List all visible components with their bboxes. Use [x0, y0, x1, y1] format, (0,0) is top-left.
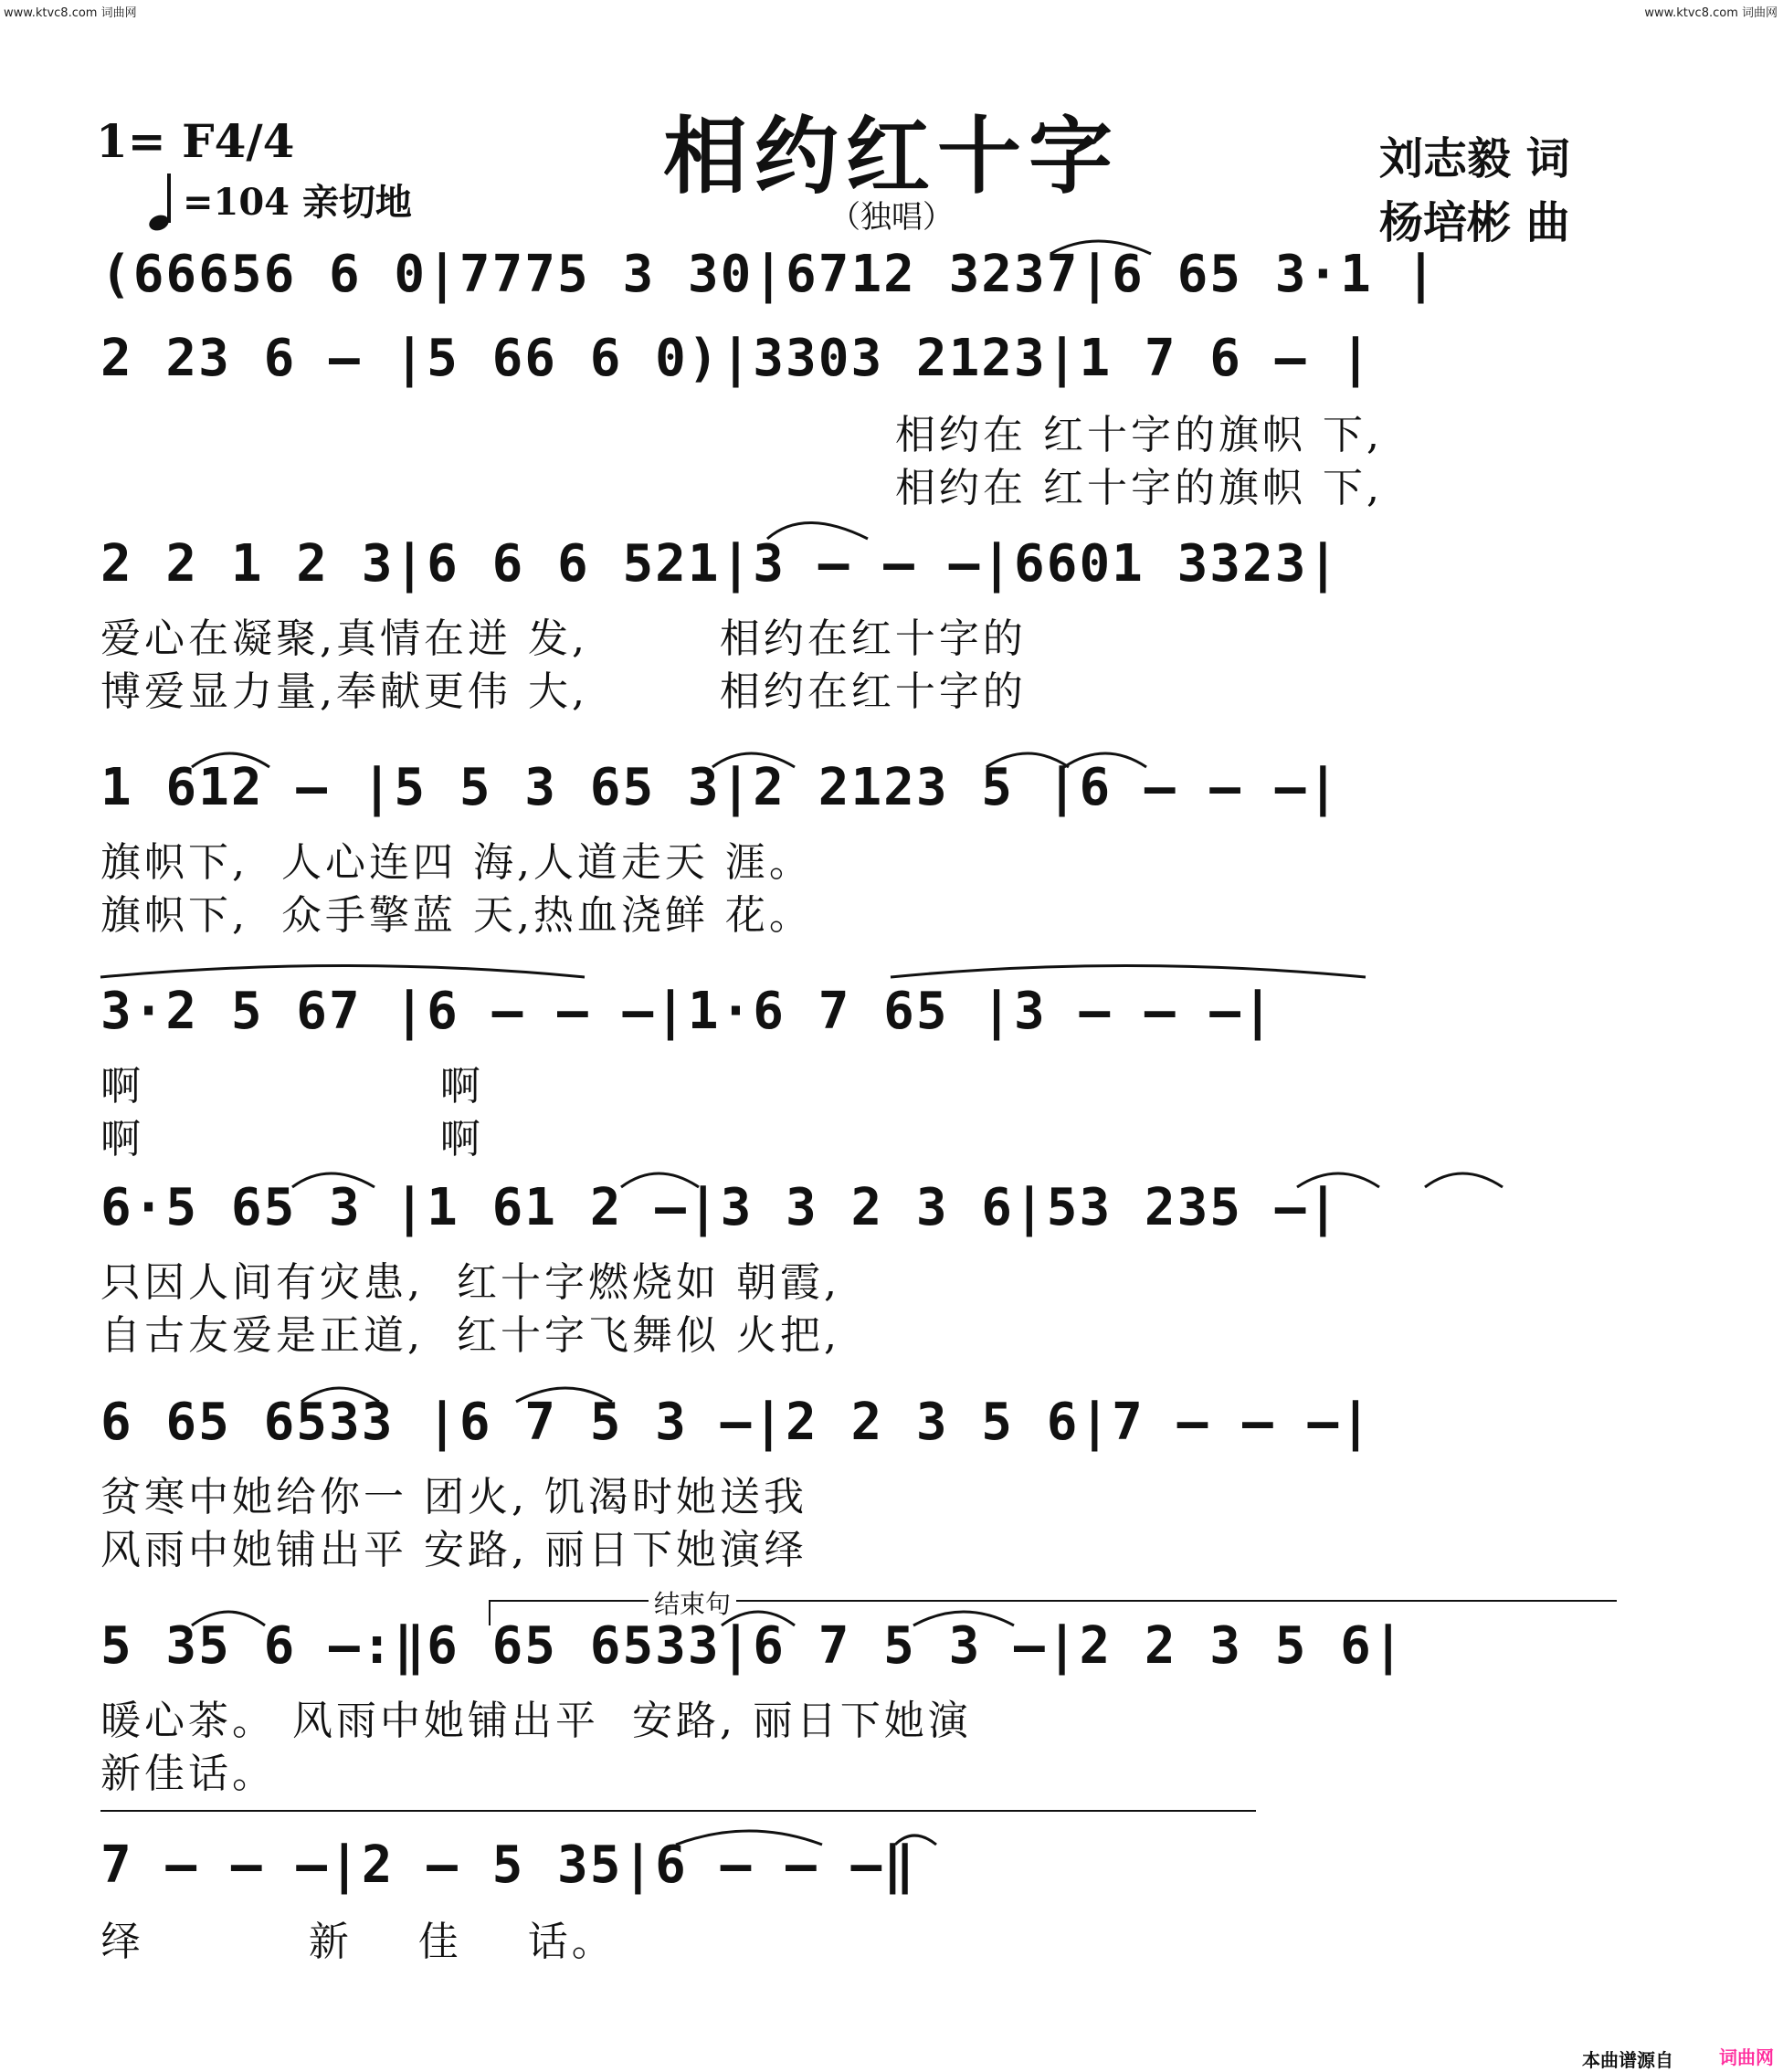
lyric-verse-2: 啊 啊 [100, 1116, 484, 1162]
lyric-verse-2: 博爱显力量,奉献更伟 大, 相约在红十字的 [100, 668, 1027, 715]
quarter-note-icon [148, 170, 175, 234]
footer-brand-link[interactable]: 词曲网 [1719, 2046, 1774, 2068]
lyric-verse-1: 只因人间有灾患, 红十字燃烧如 朝霞, [100, 1259, 840, 1306]
notation-line: 3·2 5 67 |6 — — —|1·6 7 65 |3 — — —| [100, 982, 1275, 1041]
slur-arc [891, 966, 1366, 978]
tempo-marking: =104 亲切地 [183, 181, 412, 224]
lyric-verse-1: 贫寒中她给你一 团火, 饥渴时她送我 [100, 1474, 807, 1520]
lyric-verse-1: 旗帜下, 人心连四 海,人道走天 涯。 [100, 839, 813, 886]
notation-line: 6 65 6533 |6 7 5 3 —|2 2 3 5 6|7 — — —| [100, 1393, 1373, 1452]
lyric-verse-1: 暖心茶。 风雨中她铺出平 安路, 丽日下她演 [100, 1698, 972, 1744]
footer-source: 本曲谱源自 [1582, 2049, 1673, 2071]
notation-line: 7 — — —|2 — 5 35|6 — — —‖ [100, 1835, 916, 1895]
end-phrase-label: 结束句 [649, 1584, 736, 1621]
song-subtitle: （独唱） [829, 199, 954, 236]
lyric-verse-2: 新佳话。 [100, 1751, 276, 1797]
coda-rule [100, 1810, 1256, 1812]
key-signature: 1= F4/4 [96, 114, 295, 168]
slur-arc [1425, 1173, 1503, 1187]
lyric-verse-1: 绎 新 佳 话。 [100, 1919, 616, 1965]
lyric-verse-2: 相约在 红十字的旗帜 下, [895, 465, 1383, 511]
lyric-verse-2: 旗帜下, 众手擎蓝 天,热血浇鲜 花。 [100, 892, 813, 939]
song-title: 相约红十字 [662, 107, 1120, 205]
notation-line: (66656 6 0|7775 3 30|6712 3237|6 65 3·1 | [100, 245, 1439, 304]
composer-credit: 杨培彬 曲 [1379, 197, 1570, 248]
notation-line: 2 23 6 — |5 66 6 0)|3303 2123|1 7 6 — | [100, 329, 1373, 388]
lyricist-credit: 刘志毅 词 [1379, 133, 1570, 184]
notation-line: 5 35 6 —:‖6 65 6533|6 7 5 3 —|2 2 3 5 6| [100, 1616, 1406, 1676]
site-url-left[interactable]: www.ktvc8.com 词曲网 [4, 6, 137, 20]
site-url-right[interactable]: www.ktvc8.com 词曲网 [1644, 6, 1778, 20]
notation-line: 2 2 1 2 3|6 6 6 521|3 — — —|6601 3323| [100, 534, 1341, 594]
lyric-verse-2: 自古友爱是正道, 红十字飞舞似 火把, [100, 1312, 840, 1359]
lyric-verse-1: 相约在 红十字的旗帜 下, [895, 412, 1383, 458]
lyric-verse-1: 啊 啊 [100, 1063, 484, 1110]
notation-line: 6·5 65 3 |1 61 2 —|3 3 2 3 6|53 235 —| [100, 1178, 1341, 1237]
lyric-verse-2: 风雨中她铺出平 安路, 丽日下她演绎 [100, 1527, 807, 1573]
slur-arc [100, 966, 585, 978]
notation-line: 1 612 — |5 5 3 65 3|2 2123 5 |6 — — —| [100, 758, 1341, 817]
lyric-verse-1: 爱心在凝聚,真情在迸 发, 相约在红十字的 [100, 615, 1027, 662]
